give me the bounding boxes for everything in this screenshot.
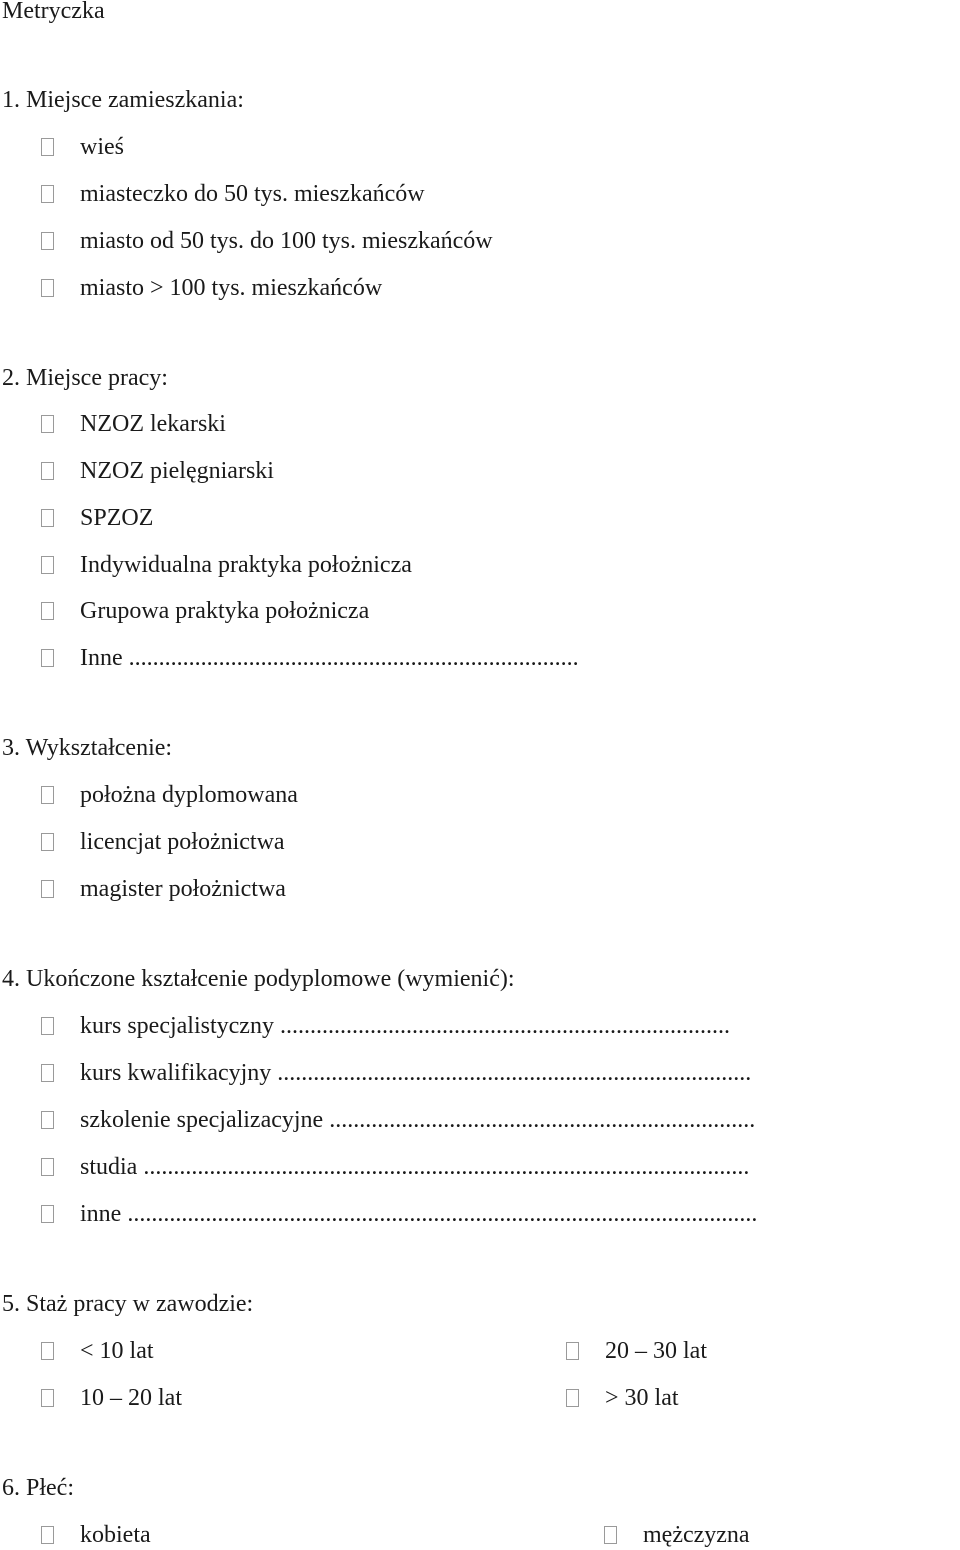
checkbox-icon[interactable] <box>41 649 54 667</box>
checkbox-icon[interactable] <box>41 138 54 156</box>
option-q4-kurs-kwalifikacyjny[interactable] <box>41 1058 956 1088</box>
option-q1-miasto-50-100[interactable] <box>41 226 493 256</box>
option-label: inne ......................................................................................................... <box>80 1201 758 1227</box>
question-5-label: 5. Staż pracy w zawodzie: <box>2 1291 254 1317</box>
option-label: 20 – 30 lat <box>605 1338 707 1364</box>
option-label: studia ..................................................................................................... <box>80 1154 750 1180</box>
checkbox-icon[interactable] <box>41 509 54 527</box>
option-q2-grupowa[interactable] <box>41 596 369 626</box>
checkbox-icon[interactable] <box>566 1342 579 1360</box>
option-q6-mezczyzna[interactable] <box>604 1520 750 1550</box>
option-q2-indywidualna[interactable] <box>41 550 412 580</box>
checkbox-icon[interactable] <box>41 786 54 804</box>
option-q2-spzoz[interactable] <box>41 503 153 533</box>
option-q5-over-30[interactable] <box>566 1383 679 1413</box>
option-q2-nzoz-pielegniarski[interactable] <box>41 456 274 486</box>
option-label: Inne ........................................................................... <box>80 645 579 671</box>
checkbox-icon[interactable] <box>41 232 54 250</box>
option-q2-inne[interactable] <box>41 643 579 673</box>
checkbox-icon[interactable] <box>41 185 54 203</box>
option-label: wieś <box>80 134 124 160</box>
option-label: kobieta <box>80 1522 151 1548</box>
option-q5-10-20[interactable] <box>41 1383 182 1413</box>
option-q1-wies[interactable] <box>41 132 124 162</box>
option-label: 10 – 20 lat <box>80 1385 182 1411</box>
question-4-label: 4. Ukończone kształcenie podyplomowe (wymienić): <box>2 966 515 992</box>
checkbox-icon[interactable] <box>41 415 54 433</box>
checkbox-icon[interactable] <box>41 1205 54 1223</box>
checkbox-icon[interactable] <box>41 1111 54 1129</box>
checkbox-icon[interactable] <box>41 1389 54 1407</box>
option-label: mężczyzna <box>643 1522 750 1548</box>
checkbox-icon[interactable] <box>41 462 54 480</box>
checkbox-icon[interactable] <box>41 1526 54 1544</box>
checkbox-icon[interactable] <box>41 1017 54 1035</box>
checkbox-icon[interactable] <box>41 833 54 851</box>
checkbox-icon[interactable] <box>41 556 54 574</box>
option-label: SPZOZ <box>80 505 154 531</box>
option-label: Indywidualna praktyka położnicza <box>80 552 412 578</box>
option-label: miasto od 50 tys. do 100 tys. mieszkańców <box>80 228 493 254</box>
option-q4-inne[interactable] <box>41 1199 956 1229</box>
checkbox-icon[interactable] <box>41 1342 54 1360</box>
option-label: magister położnictwa <box>80 876 286 902</box>
option-q1-miasteczko[interactable] <box>41 179 425 209</box>
question-3-label: 3. Wykształcenie: <box>2 735 173 761</box>
checkbox-icon[interactable] <box>604 1526 617 1544</box>
checkbox-icon[interactable] <box>41 1158 54 1176</box>
option-q3-magister[interactable] <box>41 874 286 904</box>
option-label: licencjat położnictwa <box>80 829 285 855</box>
option-q4-kurs-specjalistyczny[interactable] <box>41 1011 956 1041</box>
option-label: NZOZ pielęgniarski <box>80 458 274 484</box>
option-q4-studia[interactable] <box>41 1152 956 1182</box>
option-label: > 30 lat <box>605 1385 679 1411</box>
option-label: Grupowa praktyka położnicza <box>80 598 370 624</box>
option-q1-miasto-100plus[interactable] <box>41 273 382 303</box>
option-label: położna dyplomowana <box>80 782 298 808</box>
option-q5-under-10[interactable] <box>41 1336 154 1366</box>
option-q3-licencjat[interactable] <box>41 827 285 857</box>
checkbox-icon[interactable] <box>41 602 54 620</box>
checkbox-icon[interactable] <box>41 279 54 297</box>
option-label: kurs kwalifikacyjny ............................................................................... <box>80 1060 752 1086</box>
checkbox-icon[interactable] <box>41 880 54 898</box>
option-label: < 10 lat <box>80 1338 154 1364</box>
checkbox-icon[interactable] <box>41 1064 54 1082</box>
checkbox-icon[interactable] <box>566 1389 579 1407</box>
option-q6-kobieta[interactable] <box>41 1520 151 1550</box>
option-label: miasto > 100 tys. mieszkańców <box>80 275 383 301</box>
option-q4-szkolenie-specjalizacyjne[interactable] <box>41 1105 956 1135</box>
option-q2-nzoz-lekarski[interactable] <box>41 409 226 439</box>
page-title: Metryczka <box>2 0 105 24</box>
question-6-label: 6. Płeć: <box>2 1475 74 1501</box>
option-label: szkolenie specjalizacyjne ....................................................................... <box>80 1107 756 1133</box>
option-label: miasteczko do 50 tys. mieszkańców <box>80 181 425 207</box>
question-1-label: 1. Miejsce zamieszkania: <box>2 87 244 113</box>
option-q3-dyplomowana[interactable] <box>41 780 298 810</box>
option-label: kurs specjalistyczny ........................................................................... <box>80 1013 730 1039</box>
option-label: NZOZ lekarski <box>80 411 226 437</box>
option-q5-20-30[interactable] <box>566 1336 707 1366</box>
question-2-label: 2. Miejsce pracy: <box>2 365 168 391</box>
